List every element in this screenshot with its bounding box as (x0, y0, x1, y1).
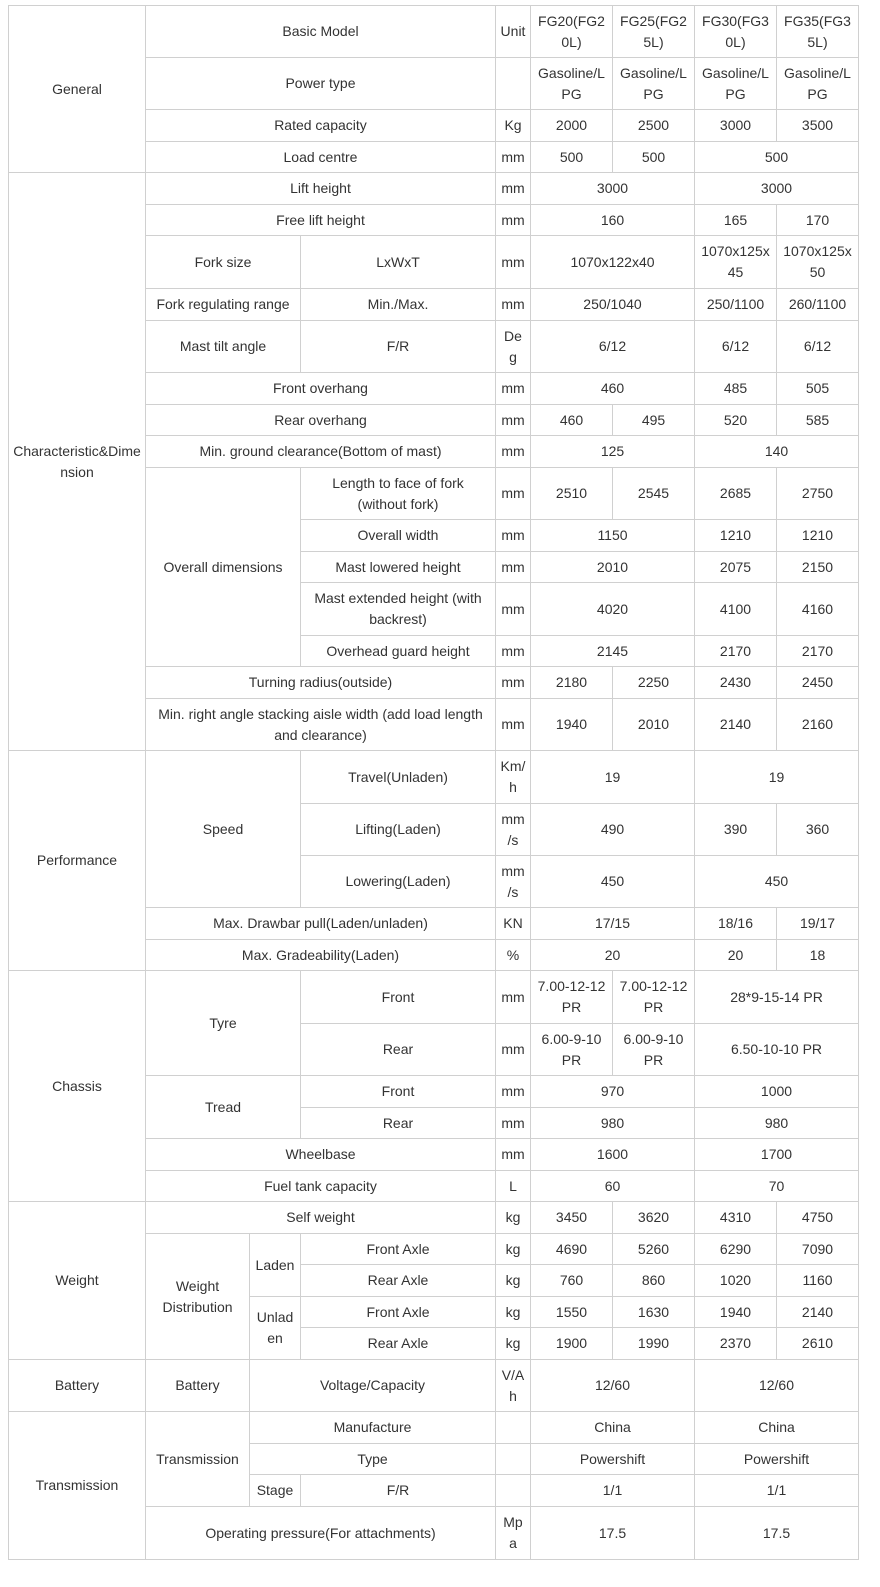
group-label: Laden (250, 1234, 301, 1297)
value-cell: 2160 (777, 699, 859, 751)
sub-label: F/R (301, 1475, 496, 1507)
value-cell: 6/12 (777, 321, 859, 373)
value-cell: 125 (531, 436, 695, 468)
value-cell: 6.50-10-10 PR (695, 1024, 859, 1076)
row-label: Speed (146, 751, 301, 908)
sub-label: Overhead guard height (301, 636, 496, 667)
value-cell: 17.5 (531, 1507, 695, 1560)
value-cell: 1070x125x 45 (695, 236, 777, 289)
unit-cell: mm (496, 971, 531, 1024)
unit-cell: % (496, 940, 531, 971)
unit-cell: De g (496, 321, 531, 373)
value-cell: 7.00-12-12 PR (613, 971, 695, 1024)
value-cell: 3620 (613, 1202, 695, 1234)
value-cell: 1070x122x40 (531, 236, 695, 289)
unit-cell (496, 1475, 531, 1507)
value-cell: 19/17 (777, 908, 859, 940)
unit-cell: mm (496, 142, 531, 173)
section-transmission: Transmission (9, 1412, 146, 1560)
sub-label: Overall width (301, 520, 496, 552)
sub-label: LxWxT (301, 236, 496, 289)
value-cell: 1070x125x 50 (777, 236, 859, 289)
value-cell: 460 (531, 405, 613, 436)
value-cell: Gasoline/L PG (613, 58, 695, 110)
row-label: Max. Drawbar pull(Laden/unladen) (146, 908, 496, 940)
value-cell: 4750 (777, 1202, 859, 1234)
unit-cell: mm (496, 1108, 531, 1139)
value-cell: 170 (777, 205, 859, 236)
section-chassis: Chassis (9, 971, 146, 1202)
value-cell: 2010 (613, 699, 695, 751)
value-cell: 160 (531, 205, 695, 236)
unit-cell: kg (496, 1265, 531, 1297)
sub-label: Lifting(Laden) (301, 804, 496, 856)
row-label: Overall dimensions (146, 468, 301, 667)
value-cell: 2000 (531, 110, 613, 142)
model-header: FG25(FG2 5L) (613, 6, 695, 58)
value-cell: 500 (531, 142, 613, 173)
row-label: Transmission (146, 1412, 250, 1507)
value-cell: 19 (531, 751, 695, 804)
value-cell: 2140 (777, 1297, 859, 1328)
unit-cell: mm (496, 1076, 531, 1108)
value-cell: 970 (531, 1076, 695, 1108)
sub-label: Travel(Unladen) (301, 751, 496, 804)
unit-header: Unit (496, 6, 531, 58)
row-label: Basic Model (146, 6, 496, 58)
value-cell: 18/16 (695, 908, 777, 940)
value-cell: 1940 (695, 1297, 777, 1328)
sub-label: Front (301, 1076, 496, 1108)
value-cell: 12/60 (531, 1360, 695, 1412)
value-cell: 17/15 (531, 908, 695, 940)
value-cell: 2545 (613, 468, 695, 520)
value-cell: 3000 (531, 173, 695, 205)
unit-cell: KN (496, 908, 531, 940)
value-cell: 1990 (613, 1328, 695, 1360)
section-battery: Battery (9, 1360, 146, 1412)
value-cell: 2180 (531, 667, 613, 699)
value-cell: China (695, 1412, 859, 1444)
section-characteristic-dimension: Characteristic&Dime nsion (9, 173, 146, 751)
unit-cell: mm (496, 583, 531, 636)
section-performance: Performance (9, 751, 146, 971)
sub-label: Voltage/Capacity (250, 1360, 496, 1412)
value-cell: 28*9-15-14 PR (695, 971, 859, 1024)
unit-cell: kg (496, 1202, 531, 1234)
value-cell: 1150 (531, 520, 695, 552)
value-cell: 1550 (531, 1297, 613, 1328)
unit-cell: mm (496, 520, 531, 552)
value-cell: 2010 (531, 552, 695, 583)
unit-cell: mm (496, 468, 531, 520)
unit-cell: kg (496, 1297, 531, 1328)
unit-cell: kg (496, 1234, 531, 1265)
value-cell: 165 (695, 205, 777, 236)
row-label: Operating pressure(For attachments) (146, 1507, 496, 1560)
unit-cell: mm (496, 405, 531, 436)
value-cell: 18 (777, 940, 859, 971)
value-cell: 360 (777, 804, 859, 856)
sub-label: Mast lowered height (301, 552, 496, 583)
unit-cell: kg (496, 1328, 531, 1360)
value-cell: 4690 (531, 1234, 613, 1265)
value-cell: 2140 (695, 699, 777, 751)
value-cell: 2430 (695, 667, 777, 699)
sub-label: Type (250, 1444, 496, 1475)
value-cell: 485 (695, 373, 777, 405)
value-cell: 2370 (695, 1328, 777, 1360)
section-general: General (9, 6, 146, 173)
value-cell: 250/1040 (531, 289, 695, 321)
sub-label: Lowering(Laden) (301, 856, 496, 908)
unit-cell (496, 1412, 531, 1444)
value-cell: 3000 (695, 173, 859, 205)
unit-cell: Km/ h (496, 751, 531, 804)
value-cell: 2510 (531, 468, 613, 520)
value-cell: Gasoline/L PG (777, 58, 859, 110)
unit-cell: mm (496, 436, 531, 468)
value-cell: 2750 (777, 468, 859, 520)
value-cell: 1000 (695, 1076, 859, 1108)
sub-label: Front (301, 971, 496, 1024)
row-label: Tread (146, 1076, 301, 1139)
unit-cell (496, 58, 531, 110)
value-cell: 390 (695, 804, 777, 856)
value-cell: 450 (695, 856, 859, 908)
value-cell: 2500 (613, 110, 695, 142)
value-cell: Powershift (531, 1444, 695, 1475)
row-label: Fork size (146, 236, 301, 289)
row-label: Self weight (146, 1202, 496, 1234)
value-cell: 760 (531, 1265, 613, 1297)
sub-label: Rear (301, 1108, 496, 1139)
row-label: Load centre (146, 142, 496, 173)
value-cell: 4100 (695, 583, 777, 636)
value-cell: 140 (695, 436, 859, 468)
value-cell: 1210 (695, 520, 777, 552)
sub-label: Rear (301, 1024, 496, 1076)
unit-cell: L (496, 1171, 531, 1202)
value-cell: 1700 (695, 1139, 859, 1171)
unit-cell: mm (496, 1024, 531, 1076)
value-cell: 2250 (613, 667, 695, 699)
row-label: Power type (146, 58, 496, 110)
value-cell: 17.5 (695, 1507, 859, 1560)
row-label: Weight Distribution (146, 1234, 250, 1360)
value-cell: 1630 (613, 1297, 695, 1328)
model-header: FG20(FG2 0L) (531, 6, 613, 58)
unit-cell: mm (496, 552, 531, 583)
value-cell: 4020 (531, 583, 695, 636)
sub-label: Min./Max. (301, 289, 496, 321)
value-cell: Gasoline/L PG (695, 58, 777, 110)
sub-label: Manufacture (250, 1412, 496, 1444)
value-cell: 2145 (531, 636, 695, 667)
value-cell: 860 (613, 1265, 695, 1297)
value-cell: 2075 (695, 552, 777, 583)
value-cell: 500 (613, 142, 695, 173)
row-label: Tyre (146, 971, 301, 1076)
value-cell: 7.00-12-12 PR (531, 971, 613, 1024)
value-cell: 60 (531, 1171, 695, 1202)
row-label: Min. ground clearance(Bottom of mast) (146, 436, 496, 468)
value-cell: 2170 (777, 636, 859, 667)
row-label: Turning radius(outside) (146, 667, 496, 699)
row-label: Free lift height (146, 205, 496, 236)
row-label: Fuel tank capacity (146, 1171, 496, 1202)
row-label: Battery (146, 1360, 250, 1412)
value-cell: 980 (531, 1108, 695, 1139)
value-cell: 505 (777, 373, 859, 405)
value-cell: 260/1100 (777, 289, 859, 321)
sub-label: Rear Axle (301, 1328, 496, 1360)
value-cell: 20 (695, 940, 777, 971)
unit-cell: mm (496, 1139, 531, 1171)
value-cell: 450 (531, 856, 695, 908)
value-cell: 495 (613, 405, 695, 436)
sub-label: Length to face of fork (without fork) (301, 468, 496, 520)
value-cell: 1900 (531, 1328, 613, 1360)
row-label: Rear overhang (146, 405, 496, 436)
row-label: Mast tilt angle (146, 321, 301, 373)
model-header: FG30(FG3 0L) (695, 6, 777, 58)
value-cell: 12/60 (695, 1360, 859, 1412)
value-cell: 250/1100 (695, 289, 777, 321)
value-cell: 1/1 (695, 1475, 859, 1507)
row-label: Front overhang (146, 373, 496, 405)
value-cell: 2150 (777, 552, 859, 583)
row-label: Lift height (146, 173, 496, 205)
unit-cell: mm (496, 667, 531, 699)
section-weight: Weight (9, 1202, 146, 1360)
value-cell: 1160 (777, 1265, 859, 1297)
row-label: Min. right angle stacking aisle width (add load length and clearance) (146, 699, 496, 751)
value-cell: 980 (695, 1108, 859, 1139)
value-cell: 3500 (777, 110, 859, 142)
value-cell: 2610 (777, 1328, 859, 1360)
value-cell: 5260 (613, 1234, 695, 1265)
sub-label: Mast extended height (with backrest) (301, 583, 496, 636)
sub-label: Front Axle (301, 1297, 496, 1328)
group-label: Unlad en (250, 1297, 301, 1360)
unit-cell: mm /s (496, 804, 531, 856)
value-cell: Gasoline/L PG (531, 58, 613, 110)
value-cell: 4160 (777, 583, 859, 636)
value-cell: 490 (531, 804, 695, 856)
spec-table (8, 5, 859, 1560)
value-cell: Powershift (695, 1444, 859, 1475)
unit-cell: mm (496, 236, 531, 289)
value-cell: China (531, 1412, 695, 1444)
value-cell: 19 (695, 751, 859, 804)
value-cell: 4310 (695, 1202, 777, 1234)
value-cell: 3000 (695, 110, 777, 142)
value-cell: 2170 (695, 636, 777, 667)
value-cell: 20 (531, 940, 695, 971)
value-cell: 7090 (777, 1234, 859, 1265)
unit-cell: mm (496, 699, 531, 751)
value-cell: 2450 (777, 667, 859, 699)
value-cell: 585 (777, 405, 859, 436)
value-cell: 460 (531, 373, 695, 405)
value-cell: 1020 (695, 1265, 777, 1297)
value-cell: 1600 (531, 1139, 695, 1171)
unit-cell: mm (496, 373, 531, 405)
unit-cell (496, 1444, 531, 1475)
unit-cell: mm (496, 636, 531, 667)
unit-cell: Mp a (496, 1507, 531, 1560)
row-label: Fork regulating range (146, 289, 301, 321)
value-cell: 520 (695, 405, 777, 436)
row-label: Wheelbase (146, 1139, 496, 1171)
unit-cell: mm (496, 205, 531, 236)
value-cell: 1940 (531, 699, 613, 751)
unit-cell: mm (496, 173, 531, 205)
value-cell: 6290 (695, 1234, 777, 1265)
value-cell: 2685 (695, 468, 777, 520)
value-cell: 500 (695, 142, 859, 173)
model-header: FG35(FG3 5L) (777, 6, 859, 58)
sub-label: Front Axle (301, 1234, 496, 1265)
value-cell: 6/12 (531, 321, 695, 373)
unit-cell: V/A h (496, 1360, 531, 1412)
value-cell: 1210 (777, 520, 859, 552)
sub-label: Rear Axle (301, 1265, 496, 1297)
value-cell: 3450 (531, 1202, 613, 1234)
value-cell: 6.00-9-10 PR (531, 1024, 613, 1076)
value-cell: 70 (695, 1171, 859, 1202)
sub-label: F/R (301, 321, 496, 373)
unit-cell: Kg (496, 110, 531, 142)
group-label: Stage (250, 1475, 301, 1507)
value-cell: 1/1 (531, 1475, 695, 1507)
value-cell: 6/12 (695, 321, 777, 373)
unit-cell: mm (496, 289, 531, 321)
row-label: Max. Gradeability(Laden) (146, 940, 496, 971)
unit-cell: mm /s (496, 856, 531, 908)
row-label: Rated capacity (146, 110, 496, 142)
value-cell: 6.00-9-10 PR (613, 1024, 695, 1076)
